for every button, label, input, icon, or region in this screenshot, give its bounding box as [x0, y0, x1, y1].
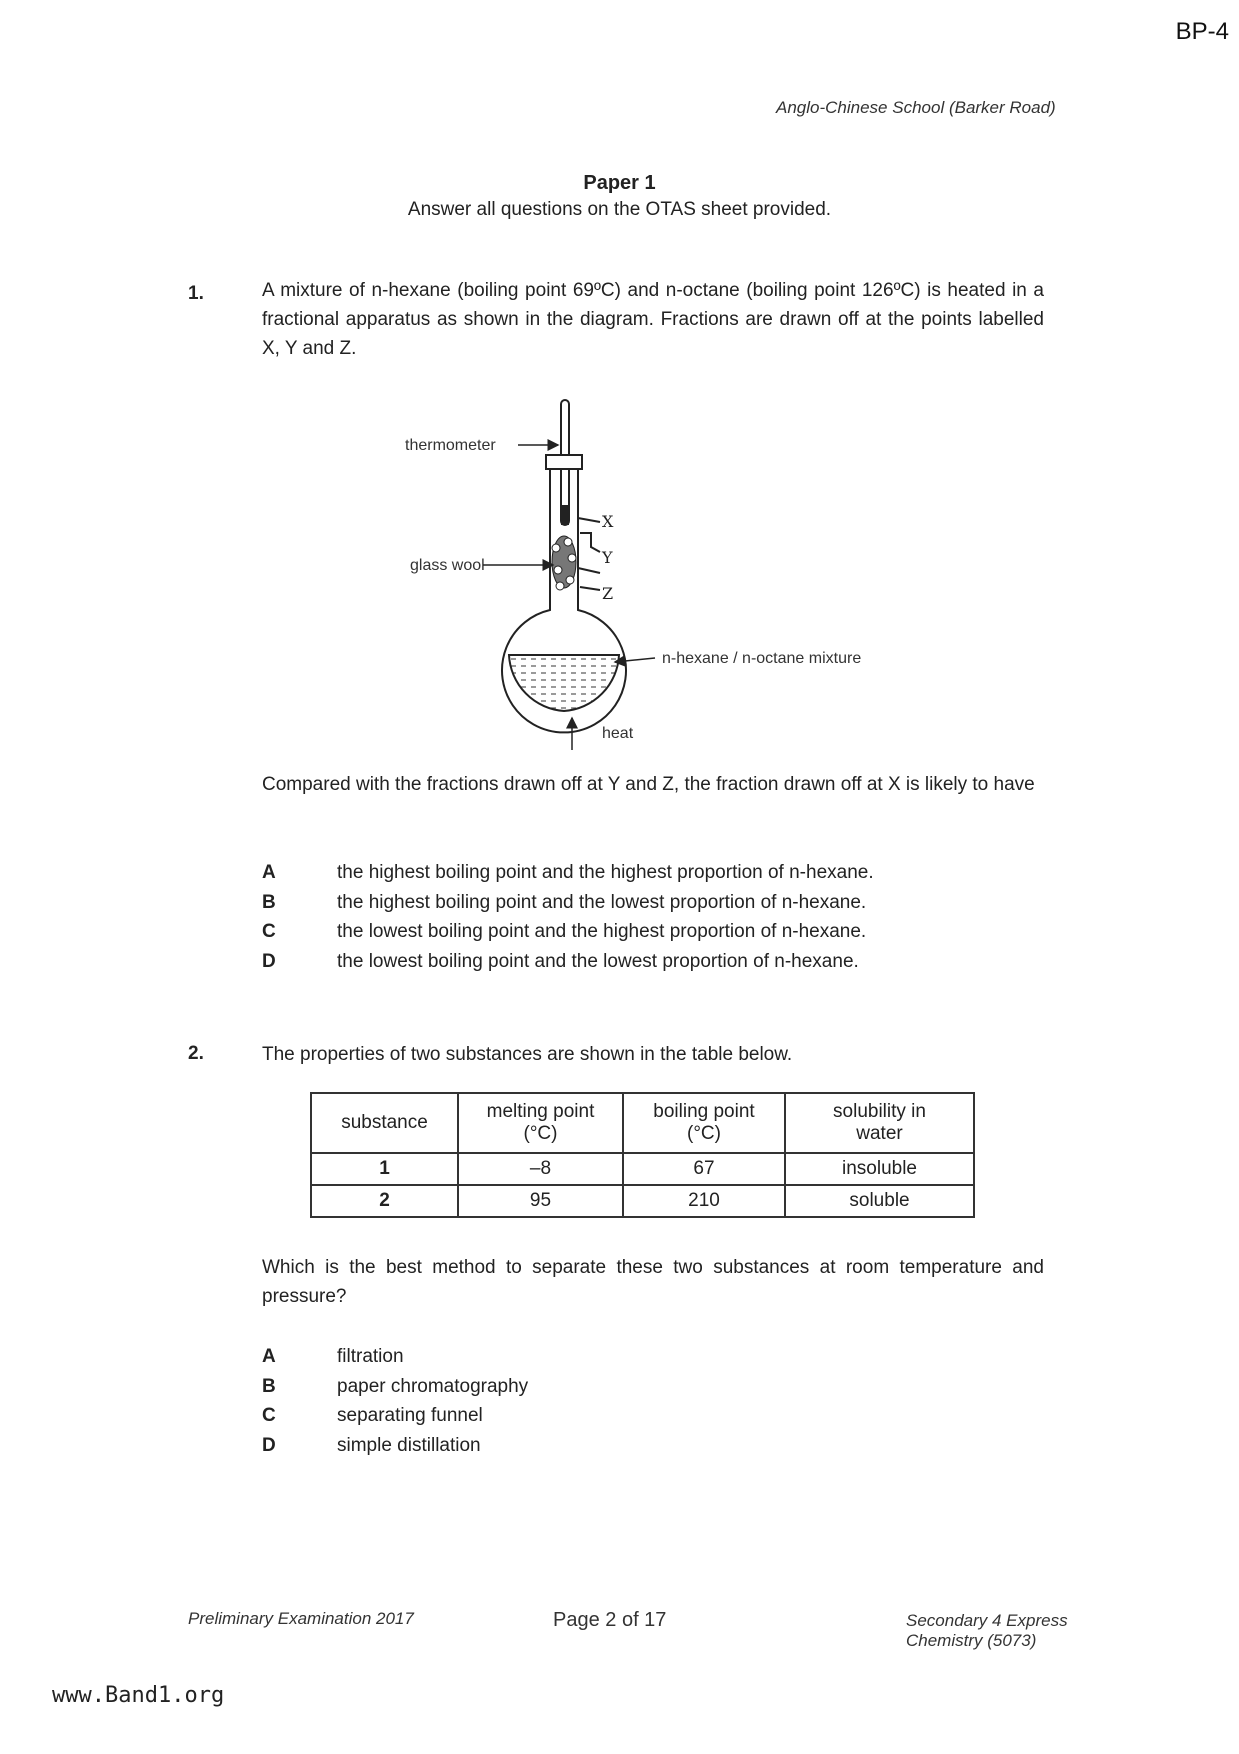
cell-substance: 2 — [311, 1185, 458, 1217]
round-bottom-flask — [502, 598, 626, 732]
option-a[interactable]: A filtration — [262, 1346, 404, 1367]
table-row — [311, 1185, 974, 1217]
option-a[interactable]: A the highest boiling point and the highest proportion of n-hexane. — [262, 862, 874, 883]
question-1-stem: A mixture of n-hexane (boiling point 69ºC) and n-octane (boiling point 126ºC) is heated in a fractional apparatus as shown in the diagram. Fractions are drawn off at the points labelled X, Y and Z. — [262, 280, 1044, 359]
page-code: BP-4 — [1175, 18, 1229, 45]
header-boiling-point: boiling point (°C) — [623, 1093, 785, 1153]
point-x-label: X — [602, 512, 614, 531]
question-2-number: 2. — [188, 1043, 204, 1064]
paper-instructions: Answer all questions on the OTAS sheet provided. — [407, 199, 832, 220]
option-b[interactable]: B paper chromatography — [262, 1375, 529, 1397]
paper-title: Paper 1 — [583, 172, 656, 194]
cell-boiling-point: 210 — [623, 1185, 785, 1217]
question-2-stem: The properties of two substances are shown in the table below. — [262, 1044, 793, 1065]
footer-course: Secondary 4 Express Chemistry (5073) — [906, 1611, 1068, 1650]
question-2-options — [262, 1342, 528, 1460]
heat-label: heat — [602, 725, 634, 742]
stopper — [546, 455, 582, 469]
liquid-mixture — [509, 655, 619, 711]
option-c[interactable]: C the lowest boiling point and the highest proportion of n-hexane. — [262, 921, 867, 942]
thermometer-label: thermometer — [405, 437, 496, 454]
mixture-label: n-hexane / n-octane mixture — [662, 650, 862, 667]
question-1-prompt: Compared with the fractions drawn off at Y and Z, the fraction drawn off at X is likely to have — [262, 774, 1035, 795]
properties-table — [310, 1092, 975, 1218]
footer-exam: Preliminary Examination 2017 — [188, 1609, 414, 1628]
cell-solubility: soluble — [785, 1185, 974, 1217]
table-header-row — [311, 1093, 974, 1153]
option-b[interactable]: B the highest boiling point and the lowest proportion of n-hexane. — [262, 891, 867, 913]
watermark-url[interactable]: www.Band1.org — [52, 1683, 225, 1708]
glass-wool — [552, 536, 576, 590]
cell-substance: 1 — [311, 1153, 458, 1185]
header-melting-point: melting point (°C) — [458, 1093, 623, 1153]
fractional-apparatus-diagram — [390, 390, 910, 770]
option-d[interactable]: D simple distillation — [262, 1434, 481, 1456]
cell-boiling-point: 67 — [623, 1153, 785, 1185]
cell-solubility: insoluble — [785, 1153, 974, 1185]
point-z-label: Z — [602, 584, 614, 603]
question-1-options — [262, 858, 874, 976]
question-1-number: 1. — [188, 283, 204, 304]
option-d[interactable]: D the lowest boiling point and the lowest proportion of n-hexane. — [262, 950, 859, 972]
header-solubility: solubility in water — [785, 1093, 974, 1153]
page-number: Page 2 of 17 — [553, 1609, 667, 1631]
school-name: Anglo-Chinese School (Barker Road) — [776, 98, 1056, 117]
point-y-label: Y — [602, 548, 613, 567]
option-c[interactable]: C separating funnel — [262, 1405, 483, 1426]
thermometer-bulb — [561, 505, 569, 525]
table-row — [311, 1153, 974, 1185]
cell-melting-point: 95 — [458, 1185, 623, 1217]
glass-wool-label: glass wool — [410, 557, 485, 574]
cell-melting-point: –8 — [458, 1153, 623, 1185]
header-substance: substance — [311, 1093, 458, 1153]
question-2-prompt: Which is the best method to separate these two substances at room temperature and pressure? — [262, 1257, 1044, 1307]
